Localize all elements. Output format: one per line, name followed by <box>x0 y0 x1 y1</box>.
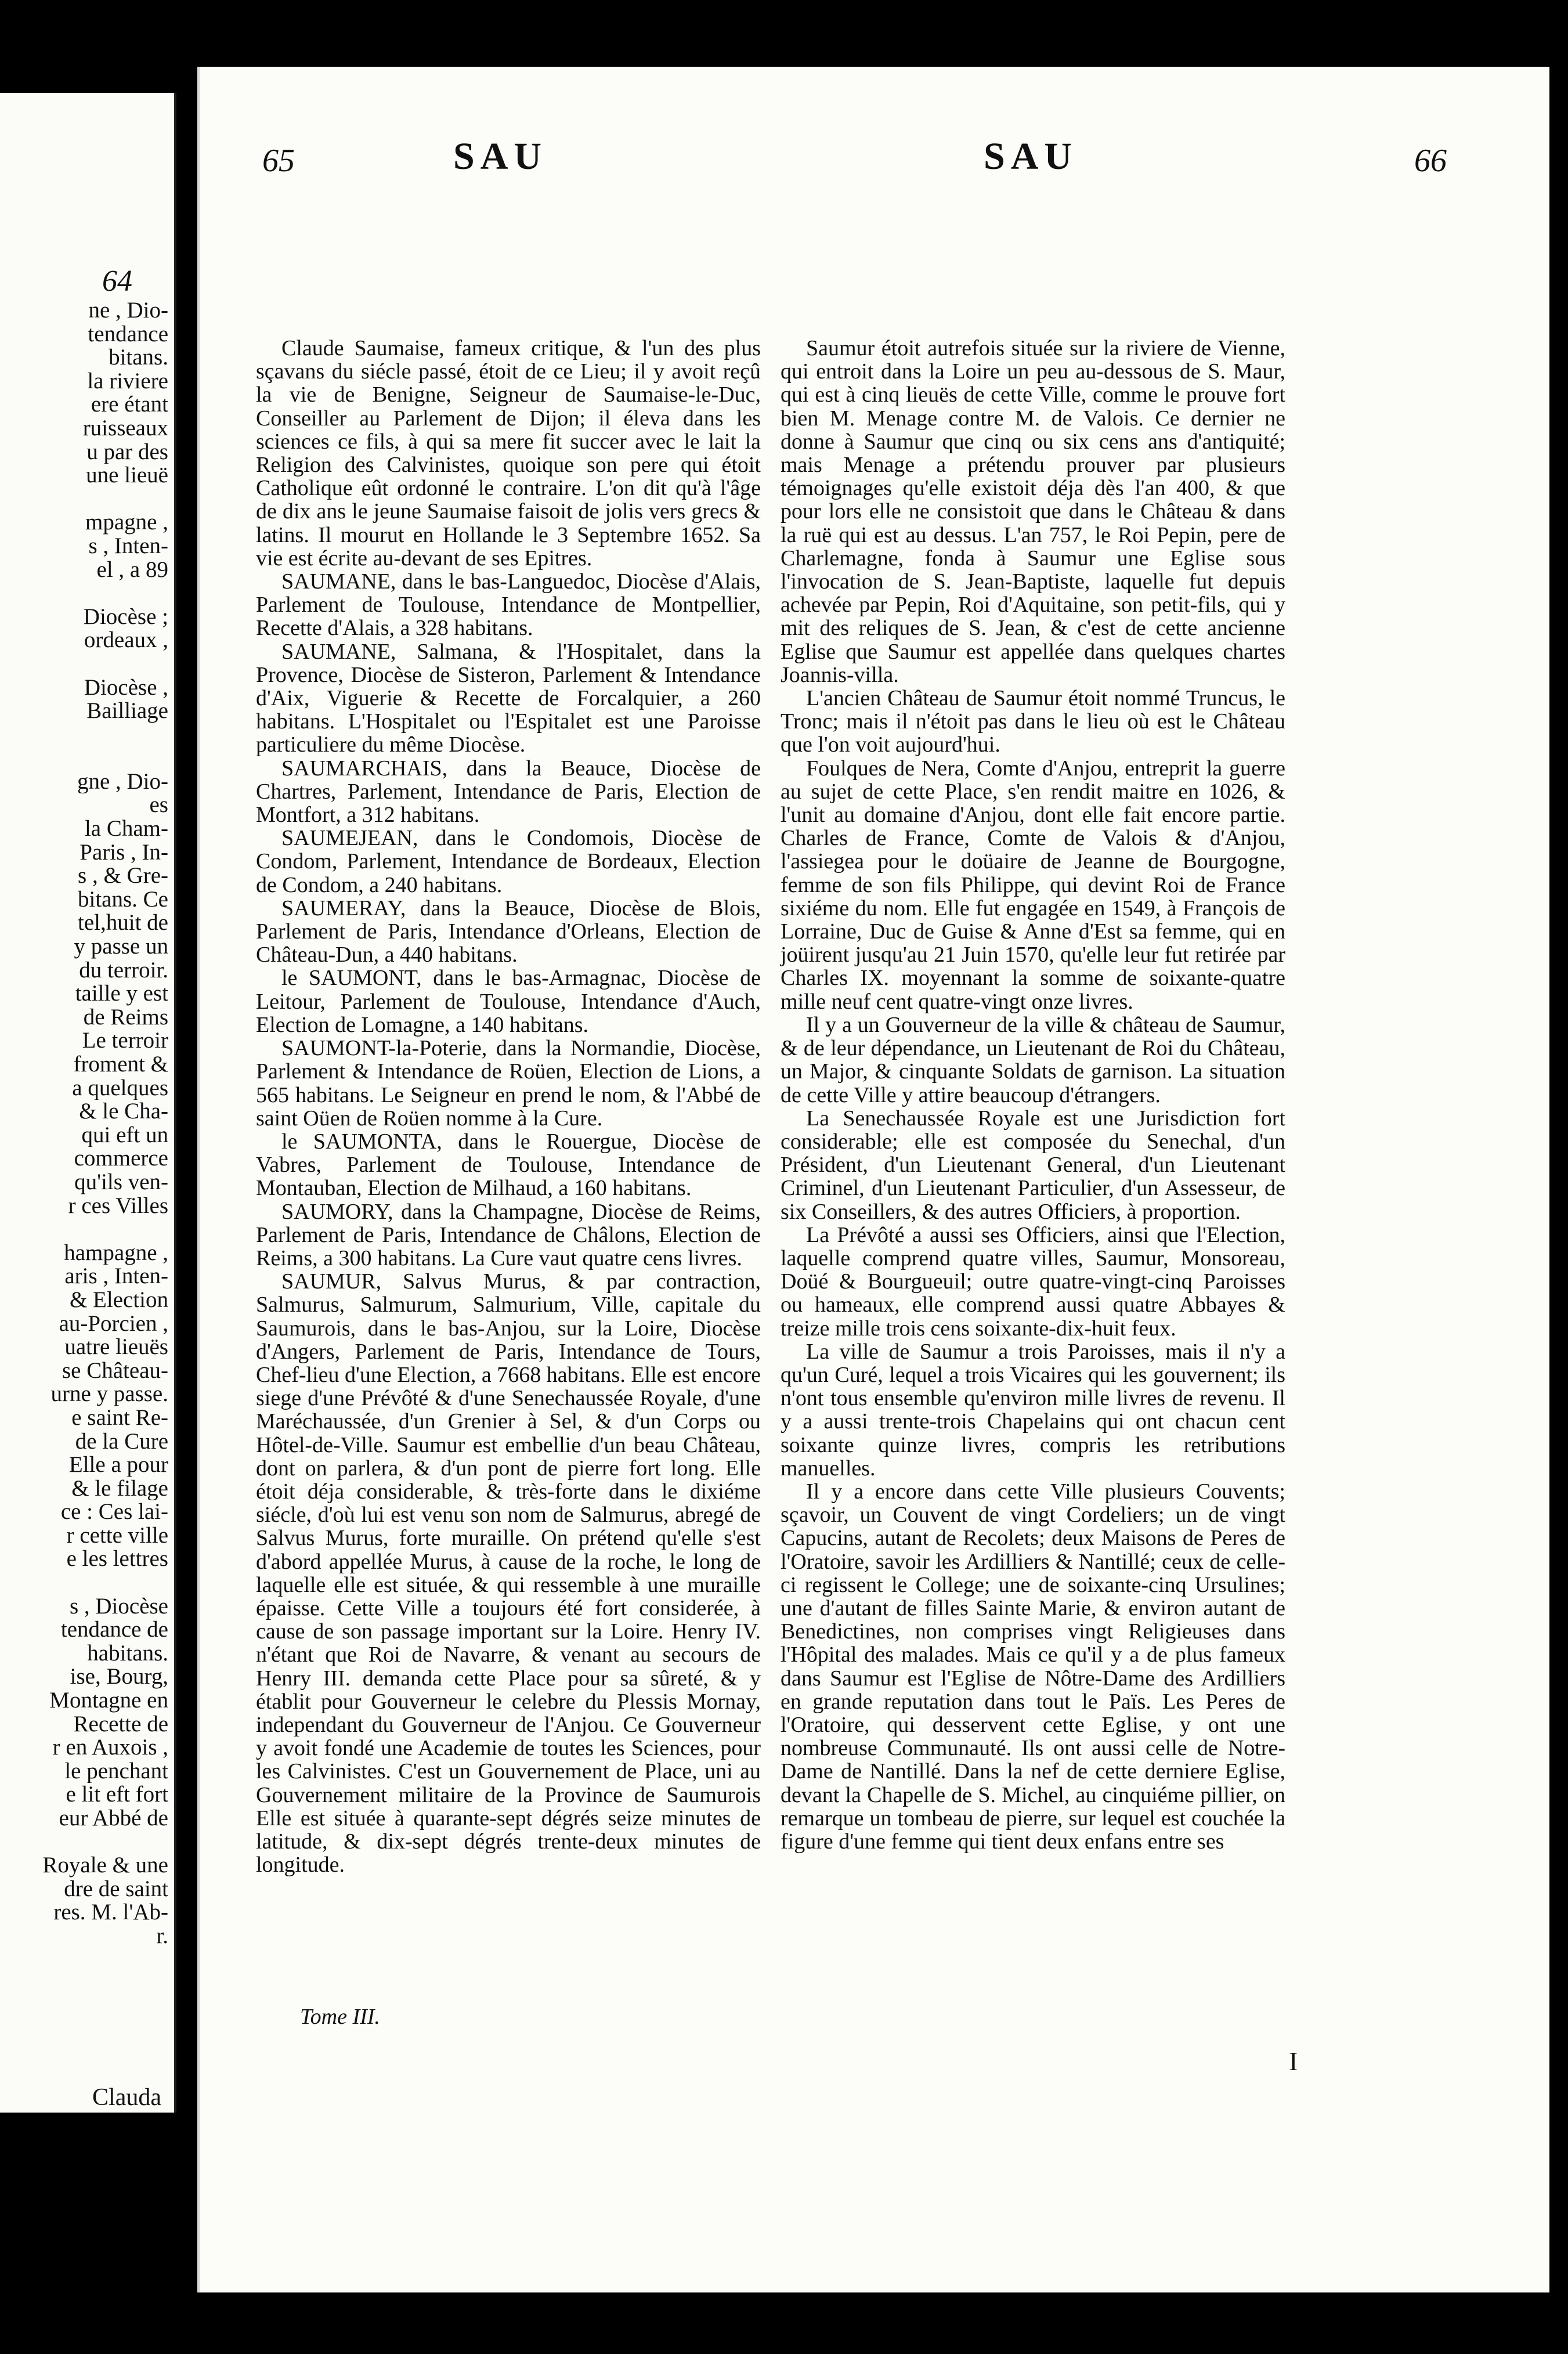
left-fragment-line: de la Cure <box>75 1429 168 1454</box>
left-page-catchword: Clauda <box>92 2084 161 2111</box>
left-fragment-line: Le terroir <box>82 1029 168 1053</box>
left-page-fragment <box>0 93 176 2113</box>
paragraph: La ville de Saumur a trois Paroisses, mais il n'y a qu'un Curé, lequel a trois Vicaires qui les gouvernent; ils n'ont tous ensemble qu'environ mille livres de revenu. Il y a aussi trente-trois Chapelains qui ont chacun cent soixante quinze livres, compris les retributions manuelles. <box>781 1339 1285 1481</box>
left-fragment-line: la Cham- <box>84 817 168 841</box>
page-number-66: 66 <box>1414 143 1447 179</box>
left-fragment-line: r cette ville <box>66 1523 168 1548</box>
left-fragment-line: de Reims <box>83 1005 168 1030</box>
left-fragment-line: u par des <box>86 440 168 464</box>
left-fragment-line <box>0 1571 168 1595</box>
left-fragment-line: ere étant <box>91 393 168 417</box>
left-fragment-line: habitans. <box>87 1641 168 1666</box>
left-fragment-line: el , a 89 <box>96 558 168 582</box>
left-fragment-line: au-Porcien , <box>59 1312 168 1336</box>
left-fragment-line: froment & <box>73 1053 168 1077</box>
main-page <box>197 67 1549 2292</box>
paragraph: Il y a un Gouverneur de la ville & château de Saumur, & de leur dépendance, un Lieutenant de Roi du Château, un Major, & cinquante Soldats de garnison. La situation de cette Ville y attire beaucoup d'étrangers. <box>781 1012 1285 1107</box>
left-fragment-line: es <box>149 793 168 818</box>
left-fragment-line: une lieuë <box>86 464 168 488</box>
left-fragment-line: eur Abbé de <box>59 1807 168 1831</box>
paragraph: La Prévôté a aussi ses Officiers, ainsi que l'Election, laquelle comprend quatre villes, Saumur, Monsoreau, Doüé & Bourgueuil; outre quatre-vingt-cinq Paroisses ou hameaux, elle comprend aussi quatre Abbayes & treize mille trois cens soixante-dix-huit feux. <box>781 1222 1285 1341</box>
left-fragment-line: s , Diocèse <box>69 1594 168 1619</box>
paragraph: Claude Saumaise, fameux critique, & l'un des plus sçavans du siécle passé, étoit de ce Lieu; il y avoit reçû la vie de Benigne, Seigneur de Saumaise-le-Duc, Conseiller au Parlement de Dijon; il éleva dans les sciences ce fils, à qui sa mere fit succer avec le lait la Religion des Calvinistes, quoique son pere qui étoit Catholique eût ordonné le contraire. L'on dit qu'à l'âge de dix ans le jeune Saumaise faisoit de jolis vers grecs & latins. Il mourut en Hollande le 3 Septembre 1652. Sa vie est écrite au-devant de ses Epitres. <box>256 336 761 571</box>
left-fragment-line: y passe un <box>74 935 168 959</box>
left-fragment-line: urne y passe. <box>50 1382 168 1406</box>
signature-mark: I <box>1289 2046 1298 2076</box>
left-fragment-line <box>0 1218 168 1241</box>
left-fragment-line: s , & Gre- <box>78 864 168 888</box>
left-fragment-line: r en Auxois , <box>52 1736 168 1760</box>
left-fragment-line: hampagne , <box>64 1241 168 1265</box>
left-fragment-line: r. <box>156 1924 168 1948</box>
paragraph: SAUMARCHAIS, dans la Beauce, Diocèse de Chartres, Parlement, Intendance de Paris, Election de Montfort, a 312 habitans. <box>256 756 761 828</box>
left-fragment-line: res. M. l'Ab- <box>53 1901 168 1925</box>
left-fragment-line: & le filage <box>71 1476 168 1501</box>
left-fragment-line: tendance <box>88 322 168 346</box>
left-fragment-line: Royale & une <box>42 1854 168 1878</box>
left-fragment-line: e saint Re- <box>71 1406 168 1430</box>
left-fragment-line: Recette de <box>73 1712 168 1736</box>
paragraph: Saumur étoit autrefois située sur la riviere de Vienne, qui entroit dans la Loire un peu au-dessous de S. Maur, qui est à cinq lieuës de cette Ville, comme le prouve fort bien M. Menage contre M. de Valois. Ce dernier ne donne à Saumur que cinq ou six cens ans d'antiquité; mais Menage a prétendu prouver par plusieurs témoignages qu'elle existoit déja dès l'an 400, & que pour lors elle ne consistoit que dans le Château & dans la ruë qui est au dessus. L'an 757, le Roi Pepin, pere de Charlemagne, fonda à Saumur une Eglise sous l'invocation de S. Jean-Baptiste, laquelle fut depuis achevée par Pepin, Roi d'Aquitaine, son petit-fils, qui y mit des reliques de S. Jean, & c'est de cette ancienne Eglise que Saumur est appellée dans quelques chartes Joannis-villa. <box>781 336 1285 687</box>
left-fragment-line: ce : Ces lai- <box>60 1500 168 1524</box>
left-fragment-line <box>0 1831 168 1854</box>
left-fragment-line: le penchant <box>64 1759 168 1783</box>
left-fragment-line: ordeaux , <box>84 629 168 652</box>
left-page-text <box>0 299 168 1948</box>
left-fragment-line: tendance de <box>60 1618 168 1642</box>
text-column-right <box>781 337 1285 1853</box>
running-head-left: SAU <box>453 135 548 178</box>
left-fragment-line: tel,huit de <box>78 911 168 936</box>
left-fragment-line: Elle a pour <box>68 1453 168 1477</box>
left-fragment-line <box>0 488 168 511</box>
volume-footer: Tome III. <box>300 2005 380 2029</box>
left-fragment-line: aris , Inten- <box>64 1265 168 1288</box>
left-fragment-line: ise, Bourg, <box>70 1665 168 1689</box>
left-fragment-line: uatre lieuës <box>64 1335 168 1359</box>
left-page-number: 64 <box>102 265 132 298</box>
left-fragment-line: & le Cha- <box>79 1100 168 1124</box>
left-fragment-line: taille y est <box>75 982 168 1006</box>
paragraph: Foulques de Nera, Comte d'Anjou, entreprit la guerre au sujet de cette Place, s'en rendit maitre en 1026, & l'unit au domaine d'Anjou, dont elle fait encore partie. Charles de France, Comte de Valois & d'Anjou, l'assiegea pour le doüaire de Jeanne de Bourgogne, femme de son fils Philippe, qui devint Roi de France sixiéme du nom. Elle fut engagée en 1549, à François de Lorraine, Duc de Guise & Anne d'Est sa femme, qui en joüirent jusqu'au 21 Juin 1570, qu'elle leur fut retirée par Charles IX. moyennant la somme de soixante-quatre mille neuf cent quatre-vingt onze livres. <box>781 756 1285 1014</box>
left-fragment-line: ne , Dio- <box>88 299 168 323</box>
paragraph: SAUMEJEAN, dans le Condomois, Diocèse de Condom, Parlement, Intendance de Bordeaux, Election de Condom, a 240 habitans. <box>256 826 761 897</box>
left-fragment-line <box>0 746 168 770</box>
left-fragment-line <box>0 582 168 605</box>
left-fragment-line: ruisseaux <box>82 416 168 441</box>
left-fragment-line: se Château- <box>62 1359 168 1383</box>
left-fragment-line: Montagne en <box>49 1689 168 1713</box>
paragraph: SAUMANE, dans le bas-Languedoc, Diocèse d'Alais, Parlement de Toulouse, Intendance de Montpellier, Recette d'Alais, a 328 habitans. <box>256 569 761 641</box>
text-column-left <box>256 337 761 1876</box>
left-fragment-line: Paris , In- <box>80 840 168 865</box>
left-fragment-line: & Election <box>69 1288 168 1312</box>
left-fragment-line: gne , Dio- <box>77 770 168 794</box>
paragraph: SAUMONT-la-Poterie, dans la Normandie, Diocèse, Parlement & Intendance de Roüen, Election de Lions, a 565 habitans. Le Seigneur en prend le nom, & l'Abbé de saint Oüen de Roüen nomme à la Cure. <box>256 1036 761 1131</box>
left-fragment-line: bitans. <box>109 346 168 370</box>
left-fragment-line: e les lettres <box>66 1547 168 1572</box>
left-fragment-line: s , Inten- <box>88 534 168 558</box>
left-fragment-line: r ces Villes <box>68 1194 168 1218</box>
paragraph: Il y a encore dans cette Ville plusieurs Couvents; sçavoir, un Couvent de vingt Cordeliers; un de vingt Capucins, autant de Recolets; deux Maisons de Peres de l'Oratoire, savoir les Ardilliers & Nantillé; ceux de celle-ci regissent le College; une de soixante-cinq Ursulines; une d'autant de filles Sainte Marie, & environ autant de Benedictines, non comprises vingt Religieuses dans l'Hôpital des malades. Mais ce qu'il y a de plus fameux dans Saumur est l'Eglise de Nôtre-Dame des Ardilliers en grande reputation dans tout le Païs. Les Peres de l'Oratoire, qui desservent cette Eglise, y ont une nombreuse Communauté. Ils ont aussi celle de Notre-Dame de Nantillé. Dans la nef de cette derniere Eglise, devant la Chapelle de S. Michel, au cinquiéme pillier, on remarque un tombeau de pierre, sur lequel est couchée la figure d'une femme qui tient deux enfans entre ses <box>781 1479 1285 1854</box>
left-fragment-line: du terroir. <box>79 958 168 983</box>
paragraph: SAUMANE, Salmana, & l'Hospitalet, dans la Provence, Diocèse de Sisteron, Parlement & Intendance d'Aix, Viguerie & Recette de Forcalquier, a 260 habitans. L'Hospitalet ou l'Espitalet est une Paroisse particuliere du même Diocèse. <box>256 639 761 757</box>
left-fragment-line: dre de saint <box>64 1877 168 1901</box>
paragraph: le SAUMONTA, dans le Rouergue, Diocèse de Vabres, Parlement de Toulouse, Intendance de Montauban, Election de Milhaud, a 160 habitans. <box>256 1129 761 1201</box>
left-fragment-line: qu'ils ven- <box>74 1170 168 1194</box>
paragraph: L'ancien Château de Saumur étoit nommé Truncus, le Tronc; mais il n'étoit pas dans le lieu où est le Château que l'on voit aujourd'hui. <box>781 686 1285 757</box>
left-fragment-line: a quelques <box>72 1076 168 1100</box>
left-fragment-line: commerce <box>74 1147 168 1171</box>
page-number-65: 65 <box>262 143 295 179</box>
left-fragment-line: qui eft un <box>81 1123 168 1147</box>
left-fragment-line: Diocèse ; <box>83 605 168 629</box>
paragraph: le SAUMONT, dans le bas-Armagnac, Diocèse de Leitour, Parlement de Toulouse, Intendance d'Auch, Election de Lomagne, a 140 habitans. <box>256 966 761 1037</box>
left-fragment-line: la riviere <box>87 369 168 393</box>
running-head-right: SAU <box>984 135 1078 178</box>
left-fragment-line: Diocèse , <box>84 676 168 700</box>
left-fragment-line <box>0 723 168 747</box>
paragraph: SAUMUR, Salvus Murus, & par contraction, Salmurus, Salmurum, Salmurium, Ville, capitale du Saumurois, dans le bas-Anjou, sur la Loire, Diocèse d'Angers, Parlement de Paris, Intendance de Tours, Chef-lieu d'une Election, a 7668 habitans. Elle est encore siege d'une Prévôté & d'une Senechaussée Royale, d'une Maréchaussée, d'un Grenier à Sel, & d'un Corps ou Hôtel-de-Ville. Saumur est embellie d'un beau Château, dont on parlera, & d'un pont de pierre fort long. Elle étoit déja considerable, & très-forte dans le dixiéme siécle, d'où lui est venu son nom de Salmurus, abregé de Salvus Murus, forte muraille. On prétend qu'elle s'est d'abord appellée Murus, à cause de la roche, le long de laquelle elle est située, & qui ressemble à une muraille épaisse. Cette Ville a toujours été fort considerée, à cause de son passage important sur la Loire. Henry IV. n'étant que Roi de Navarre, & venant au secours de Henry III. demanda cette Place pour sa sûreté, & y établit pour Gouverneur le celebre du Plessis Mornay, independant du Gouverneur de l'Anjou. Ce Gouverneur y avoit fondé une Academie de toutes les Sciences, pour les Calvinistes. C'est un Gouvernement de Place, uni au Gouvernement militaire de la Province de Saumurois Elle est située à quarante-sept dégrés seize minutes de latitude, & dix-sept dégrés trente-deux minutes de longitude. <box>256 1269 761 1878</box>
left-fragment-line: Bailliage <box>86 699 168 723</box>
left-fragment-line: e lit eft fort <box>66 1783 168 1807</box>
paragraph: SAUMORY, dans la Champagne, Diocèse de Reims, Parlement de Paris, Intendance de Châlons, Election de Reims, a 300 habitans. La Cure vaut quatre cens livres. <box>256 1199 761 1270</box>
left-fragment-line: bitans. Ce <box>78 887 168 912</box>
paragraph: SAUMERAY, dans la Beauce, Diocèse de Blois, Parlement de Paris, Intendance d'Orleans, Election de Château-Dun, a 440 habitans. <box>256 896 761 967</box>
paragraph: La Senechaussée Royale est une Jurisdiction fort considerable; elle est composée du Senechal, d'un Président, d'un Lieutenant General, d'un Lieutenant Criminel, d'un Lieutenant Particulier, d'un Assesseur, de six Conseillers, & des autres Officiers, à proportion. <box>781 1106 1285 1224</box>
left-fragment-line <box>0 652 168 676</box>
left-fragment-line: mpagne , <box>85 511 168 535</box>
